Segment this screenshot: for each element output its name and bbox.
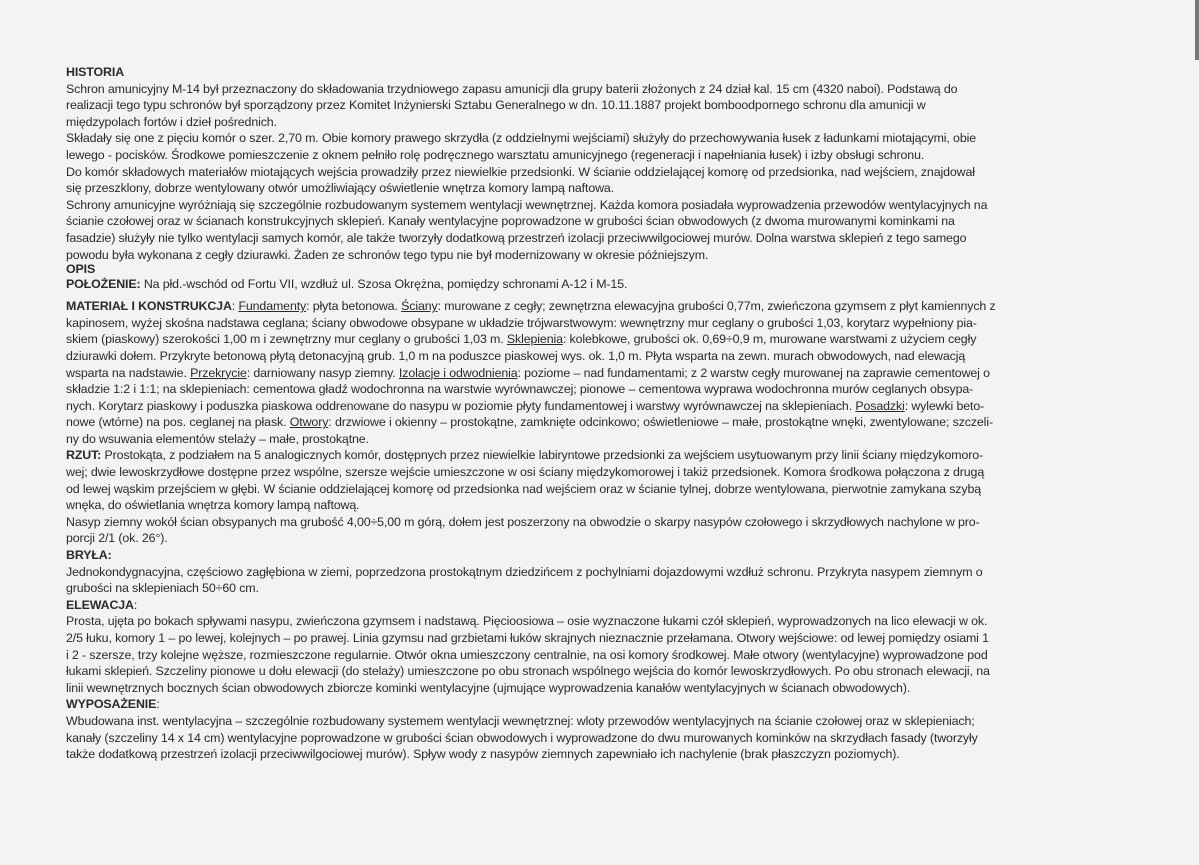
text-segment: grubości na sklepieniach 50÷60 cm. <box>66 581 259 596</box>
text-segment: linii wewnętrznych bocznych ścian obwodowych zbiorcze kominki wentylacyjne (ujmujące wyprowadzenia kanałów wentylacyjnych w ścianach obwodowych). <box>66 680 911 695</box>
text-segment: i 2 - szersze, trzy kolejne węższe, rozmieszczone regularnie. Otwór okna umieszczony centralnie, na osi komory środkowej. Małe otwory (wentylacyjne) wyprowadzone pod <box>66 647 988 662</box>
text-segment: wnęka, do oświetlania wnętrza komory lampą naftową. <box>66 498 360 513</box>
text-line <box>66 147 1146 164</box>
bold-label: WYPOSAŻENIE <box>66 697 157 712</box>
underlined-term: Izolacje i odwodnienia <box>398 365 518 380</box>
text-segment: : wylewki beto- <box>904 398 985 413</box>
text-line <box>66 647 1146 664</box>
text-segment: : murowane z cegły; zewnętrzna elewacyjna grubości 0,77m, zwieńczona gzymsem z płyt kamiennych z <box>437 299 996 314</box>
bold-label: OPIS <box>66 262 96 277</box>
text-line <box>66 680 1146 697</box>
text-segment: się przeszklony, dobrze wentylowany otwór umożliwiający oświetlenie wnętrza komory lampą naftowa. <box>66 181 615 196</box>
text-segment: 2/5 łuku, komory 1 – po lewej, kolejnych – po prawej. Linia gzymsu nad grzbietami łuków skrajnych nieznacznie przełamana. Otwory wejściowe: od lewej pomiędzy osiami 1 <box>66 631 989 645</box>
underlined-term: Otwory <box>289 415 329 430</box>
underlined-term: Ściany <box>401 299 438 314</box>
text-line <box>66 398 1146 415</box>
text-line <box>66 180 1146 197</box>
text-line <box>66 713 1146 730</box>
bold-label: BRYŁA: <box>66 548 112 563</box>
text-segment: : kolebkowe, grubości ok. 0,69÷0,9 m, murowane warstwami z użyciem cegły <box>562 332 977 347</box>
text-line <box>66 197 1146 214</box>
text-segment: realizacji tego typu schronów był sporządzony przez Komitet Inżynierski Sztabu Generalnego w dn. 10.11.1887 projekt bomboodpornego schronu dla amunicji w <box>66 98 926 113</box>
section-heading <box>66 547 1146 564</box>
text-segment: wsparta na nadstawie. <box>66 365 191 380</box>
text-segment: Wbudowana inst. wentylacyjna – szczególnie rozbudowany systemem wentylacji wewnętrznej: wloty przewodów wentylacyjnych na ścianie czołowej oraz w sklepieniach; <box>66 713 975 728</box>
text-segment: międzypolach fortów i dzieł pośrednich. <box>66 114 277 129</box>
document-body <box>66 64 1146 763</box>
text-line <box>66 630 1146 647</box>
scan-edge <box>1195 0 1199 60</box>
text-segment: porcji 2/1 (ok. 26°). <box>66 531 168 546</box>
text-segment: : drzwiowe i okienny – prostokątne, zamknięte odcinkowo; oświetleniowe – małe, prostokątne wnęki, zwentylowane; szczeli- <box>328 415 993 430</box>
text-segment: Prosta, ujęta po bokach spływami nasypu, zwieńczona gzymsem i nadstawą. Pięcioosiowa – osie wyznaczone łukami czół sklepień, wyprowadzonych na lico elewacji w ok. <box>66 614 988 629</box>
text-segment: fasadzie) służyły nie tylko wentylacji samych komór, ale także tworzyły dodatkową przestrzeń izolacji przeciwwilgociowej murów. Dolna warstwa sklepień z tego samego <box>66 230 967 245</box>
text-segment: ny do wsuwania elementów stelaży – małe, prostokątne. <box>66 431 369 446</box>
section-heading <box>66 64 1146 81</box>
text-line <box>66 414 1146 431</box>
section-heading <box>66 597 1146 614</box>
text-segment: lewego - pocisków. Środkowe pomieszczenie z oknem pełniło rolę podręcznego warsztatu amunicyjnego (regeneracji i napełniania łusek) i izby obsługi schronu. <box>66 147 925 162</box>
text-line <box>66 331 1146 348</box>
text-line <box>66 164 1146 181</box>
text-line <box>66 530 1146 547</box>
text-line <box>66 730 1146 747</box>
text-line <box>66 663 1146 680</box>
bold-label: MATERIAŁ I KONSTRUKCJA <box>66 299 232 314</box>
text-line <box>66 447 1146 464</box>
text-line <box>66 464 1146 481</box>
text-segment: nowe (wtórne) na pos. ceglanej na płask. <box>66 415 290 430</box>
text-segment: dziurawki dołem. Przykryte betonową płytą detonacyjną grub. 1,0 m na poduszce piaskowej wys. ok. 1,0 m. Płyta wsparta na zewn. murach obwodowych, nad elewacją <box>66 348 966 363</box>
text-line <box>66 381 1146 398</box>
text-segment: : <box>231 299 239 314</box>
underlined-term: Sklepienia <box>506 332 563 347</box>
text-line <box>66 315 1146 332</box>
underlined-term: Fundamenty <box>238 299 307 314</box>
text-line <box>66 213 1146 230</box>
text-line <box>66 97 1146 114</box>
text-segment: łukami sklepień. Szczeliny pionowe u dołu elewacji (do stelaży) umieszczone po obu stronach wspólnego wejścia do komór lewoskrzydłowych. Po obu stronach elewacji, na <box>66 664 990 679</box>
text-segment: od lewej wąskim przejściem w głębi. W ścianie oddzielającej komorę od przedsionka nad wejściem oraz w ścianie tylnej, dobrze wentylowana, pierwotnie zamykana szybą <box>66 481 981 496</box>
text-segment: Na płd.-wschód od Fortu VII, wzdłuż ul. Szosa Okrężna, pomiędzy schronami A-12 i M-15. <box>140 277 628 292</box>
section-heading <box>66 696 1146 713</box>
text-line <box>66 497 1146 514</box>
text-line <box>66 348 1146 365</box>
section-heading <box>66 263 1146 276</box>
text-segment: Składały się one z pięciu komór o szer. 2,70 m. Obie komory prawego skrzydła (z oddzielnymi wejściami) służyły do przechowywania łusek z ładunkami miotającymi, obie <box>66 131 976 146</box>
text-segment: kanały (szczeliny 14 x 14 cm) wentylacyjne poprowadzone w grubości ścian obwodowych i wyprowadzone do dwu murowanych kominków na skrzydłach fasady (tworzyły <box>66 730 978 745</box>
text-line <box>66 276 1146 298</box>
text-segment: powodu była wykonana z cegły dziurawki. Żaden ze schronów tego typu nie był modernizowany w okresie późniejszym. <box>66 247 709 262</box>
text-segment: skiem (piaskowy) szerokości 1,00 m i zewnętrzny mur ceglany o grubości 1,03 m. <box>66 332 507 347</box>
text-line <box>66 564 1146 581</box>
text-segment: : <box>133 597 138 612</box>
text-segment: wej; dwie lewoskrzydłowe dostępne przez wspólne, szersze wejście umieszczone w osi ściany międzykomorowej i takiż przedsionek. Komora środkowa połączona z drugą <box>66 465 985 480</box>
text-segment: Schrony amunicyjne wyróżniają się szczególnie rozbudowanym systemem wentylacji wewnętrznej. Każda komora posiadała wyprowadzenia przewodów wentylacyjnych na <box>66 197 988 212</box>
text-line <box>66 431 1146 448</box>
text-segment: Prostokąta, z podziałem na 5 analogicznych komór, dostępnych przez niewielkie labiryntowe przedsionki za wejściem usytuowanym przy linii ściany międzykomoro- <box>101 448 984 463</box>
text-segment: : płyta betonowa. <box>306 299 402 314</box>
text-segment: : <box>156 697 160 712</box>
text-segment: : poziome – nad fundamentami; z 2 warstw cegły murowanej na zaprawie cementowej o <box>517 365 990 380</box>
text-line <box>66 298 1146 315</box>
bold-label: RZUT: <box>66 448 102 463</box>
text-line <box>66 247 1146 264</box>
text-segment: także dodatkową przestrzeń izolacji przeciwwilgociowej murów). Spływ wody z nasypów ziemnych zapewniało ich nachylenie (brak płaszczyzn poziomych). <box>66 747 900 762</box>
text-line <box>66 746 1146 763</box>
text-segment: nych. Korytarz piaskowy i poduszka piaskowa oddrenowane do nasypu w poziomie płyty fundamentowej i warstwy wyrównawczej na sklepieniach. <box>66 398 856 413</box>
text-line <box>66 130 1146 147</box>
text-segment: Nasyp ziemny wokół ścian obsypanych ma grubość 4,00÷5,00 m górą, dołem jest poszerzony na obwodzie o skarpy nasypów czołowego i skrzydłowych nachylone w pro- <box>66 514 980 529</box>
text-segment: kapinosem, wyżej skośna nadstawa ceglana; ściany obwodowe obsypane w układzie trójwarstwowym: wewnętrzny mur ceglany o grubości 1,03, korytarz wypełniony pia- <box>66 315 977 330</box>
text-segment: Do komór składowych materiałów miotających wejścia prowadziły przez niewielkie przedsionki. W ścianie oddzielającej komorę od przedsionka, nad wejściem, znajdował <box>66 164 975 179</box>
text-segment: ścianie czołowej oraz w ścianach konstrukcyjnych sklepień. Kanały wentylacyjne poprowadzone w grubości ścian obwodowych (z dwoma murowanymi kominkami na <box>66 214 955 229</box>
text-line <box>66 580 1146 597</box>
text-segment: składzie 1:2 i 1:1; na sklepieniach: cementowa gładź wodochronna na warstwie wyrównawczej; pionowe – cementowa wyprawa wodochronna murów ceglanych obsypa- <box>66 382 974 397</box>
text-segment: Schron amunicyjny M-14 był przeznaczony do składowania trzydniowego zapasu amunicji dla grupy baterii złożonych z 24 dział kal. 15 cm (4320 naboi). Podstawą do <box>66 81 958 96</box>
text-segment: Jednokondygnacyjna, częściowo zagłębiona w ziemi, poprzedzona prostokątnym dziedzińcem z pochylniami dojazdowymi wzdłuż schronu. Przykryta nasypem ziemnym o <box>66 564 983 579</box>
text-line <box>66 613 1146 630</box>
text-line <box>66 365 1146 382</box>
underlined-term: Przekrycie <box>190 365 247 380</box>
bold-label: ELEWACJA <box>66 597 134 612</box>
text-line <box>66 481 1146 498</box>
underlined-term: Posadzki <box>855 398 905 413</box>
text-line <box>66 514 1146 531</box>
text-line <box>66 114 1146 131</box>
bold-label: HISTORIA <box>66 65 125 79</box>
text-segment: : darniowany nasyp ziemny. <box>246 365 399 380</box>
bold-label: POŁOŻENIE: <box>66 277 141 292</box>
text-line <box>66 230 1146 247</box>
text-line <box>66 81 1146 98</box>
